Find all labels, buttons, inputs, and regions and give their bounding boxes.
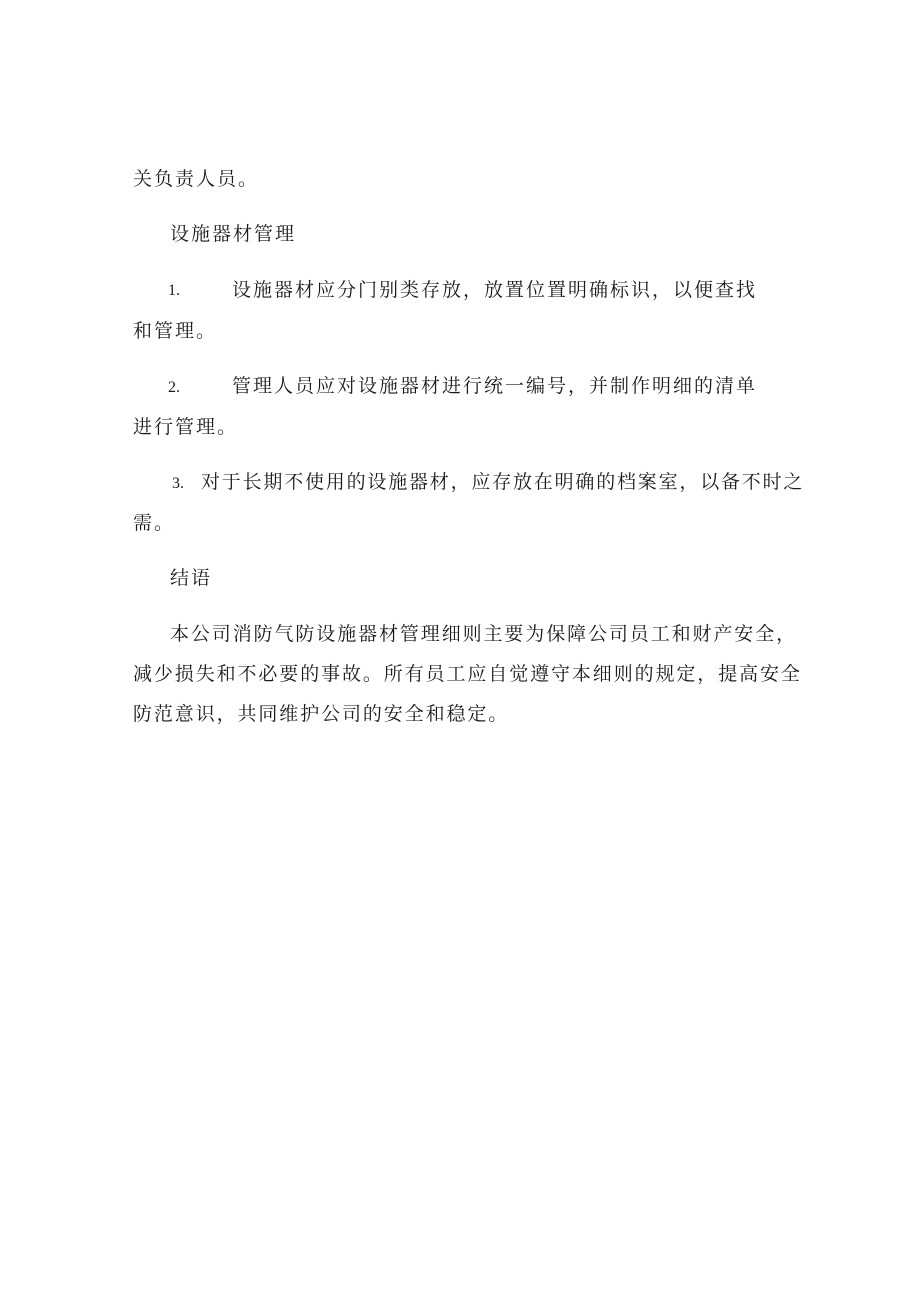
list-item-text-line2: 进行管理。 (133, 416, 239, 438)
list-item-number: 2. (168, 379, 180, 396)
list-item-text-line1: 设施器材应分门别类存放，放置位置明确标识，以便查找 (232, 279, 758, 301)
conclusion-paragraph-line: 本公司消防气防设施器材管理细则主要为保障公司员工和财产安全， (170, 623, 798, 645)
conclusion-paragraph-line: 减少损失和不必要的事故。所有员工应自觉遵守本细则的规定，提高安全 (133, 663, 802, 685)
section-heading-conclusion: 结语 (170, 567, 213, 589)
conclusion-paragraph-line: 防范意识，共同维护公司的安全和稳定。 (133, 703, 510, 725)
list-item-number: 3. (172, 475, 184, 492)
section-heading-facilities: 设施器材管理 (170, 223, 297, 245)
list-item-text-line2: 需。 (133, 512, 176, 534)
list-item-text-line1: 对于长期不使用的设施器材，应存放在明确的档案室，以备不时之 (201, 471, 805, 493)
list-item-text-line2: 和管理。 (133, 320, 218, 342)
list-item-text-line1: 管理人员应对设施器材进行统一编号，并制作明细的清单 (232, 375, 758, 397)
list-item-number: 1. (168, 282, 180, 299)
intro-tail-text: 关负责人员。 (133, 168, 260, 190)
